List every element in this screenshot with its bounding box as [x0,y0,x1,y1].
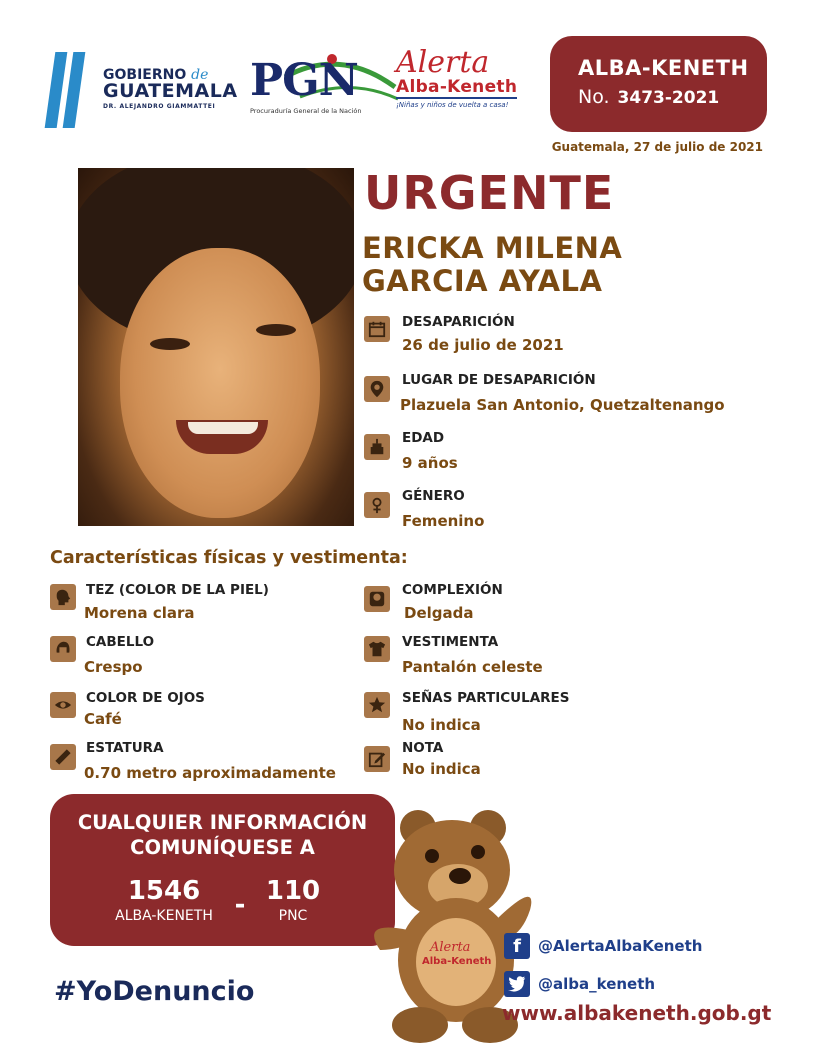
head-profile-icon [50,584,76,610]
char-value-vestimenta: Pantalón celeste [402,658,543,676]
pgn-logo [250,55,390,115]
pgn-subtitle: Procuraduría General de la Nación [250,107,362,115]
twitter-icon[interactable] [504,971,530,997]
phone-pnc-label: PNC [278,908,308,924]
char-value-cabello: Crespo [84,658,143,676]
pgn-title: PGN [250,55,358,106]
bear-badge-line1: Alerta [430,940,471,955]
name-line2: GARCIA AYALA [362,264,603,299]
gov-de: de [191,67,209,83]
gobierno-logo [103,68,238,110]
gender-icon [364,492,390,518]
eye-icon [50,692,76,718]
case-number: 3473-2021 [617,88,720,108]
twitter-handle[interactable]: @alba_keneth [538,975,656,993]
shirt-icon [364,636,390,662]
name-line1: ERICKA MILENA [362,231,623,265]
char-label-nota: NOTA [402,740,444,756]
gov-line3: DR. ALEJANDRO GIAMMATTEI [103,103,216,110]
calendar-icon [364,316,390,342]
alerta-title: Alerta [396,45,490,80]
phone-separator: - [234,890,246,920]
phone-pnc[interactable]: 110 [265,876,321,906]
contact-box [50,794,395,946]
field-label-edad: EDAD [402,430,445,446]
field-value-edad: 9 años [402,454,458,472]
gov-line1: GOBIERNO [103,67,187,83]
contact-heading-line2: COMUNÍQUESE A [130,836,315,860]
location-pin-icon [364,376,390,402]
field-value-desaparicion: 26 de julio de 2021 [402,336,564,354]
note-edit-icon [364,746,390,772]
missing-person-photo [78,168,354,526]
char-value-estatura: 0.70 metro aproximadamente [84,764,336,782]
characteristics-title: Características físicas y vestimenta: [50,548,408,568]
bear-badge-line2: Alba-Keneth [422,956,492,967]
char-value-nota: No indica [402,760,481,778]
char-label-senas: SEÑAS PARTICULARES [402,690,570,706]
case-number-box [550,36,767,132]
char-label-tez: TEZ (COLOR DE LA PIEL) [86,582,269,598]
phone-alba-keneth-label: ALBA-KENETH [115,908,213,924]
ruler-icon [50,744,76,770]
case-title: ALBA-KENETH [578,56,749,80]
phone-alba-keneth[interactable]: 1546 [127,876,201,906]
char-value-complexion: Delgada [404,604,474,622]
contact-heading-line1: CUALQUIER INFORMACIÓN [77,811,368,834]
field-label-desaparicion: DESAPARICIÓN [402,314,515,330]
char-label-vestimenta: VESTIMENTA [402,634,499,650]
facebook-handle[interactable]: @AlertaAlbaKeneth [538,937,703,955]
issue-date: Guatemala, 27 de julio de 2021 [551,140,763,154]
website-link[interactable]: www.albakeneth.gob.gt [502,1001,772,1025]
alerta-tagline: ¡Niñas y niños de vuelta a casa! [396,100,509,109]
char-label-estatura: ESTATURA [86,740,164,756]
facebook-icon[interactable]: f [504,933,530,959]
case-no-label: No. [578,86,610,108]
char-value-tez: Morena clara [84,604,195,622]
person-name [362,232,622,299]
urgent-label: URGENTE [364,166,615,220]
field-value-lugar: Plazuela San Antonio, Quetzaltenango [400,396,725,414]
field-label-genero: GÉNERO [402,488,465,504]
star-icon [364,692,390,718]
field-value-genero: Femenino [402,512,485,530]
birthday-cake-icon [364,434,390,460]
char-value-ojos: Café [84,710,122,728]
gobierno-logo-bars [50,52,96,128]
field-label-lugar: LUGAR DE DESAPARICIÓN [402,372,596,388]
contact-heading [50,810,395,861]
alerta-name: Alba-Keneth [396,77,518,97]
gov-line2: GUATEMALA [103,80,238,102]
scale-icon [364,586,390,612]
char-label-cabello: CABELLO [86,634,155,650]
char-label-ojos: COLOR DE OJOS [86,690,205,706]
char-value-senas: No indica [402,716,481,734]
hair-icon [50,636,76,662]
alerta-logo [396,45,518,109]
hashtag: #YoDenuncio [54,976,255,1007]
char-label-complexion: COMPLEXIÓN [402,582,503,598]
